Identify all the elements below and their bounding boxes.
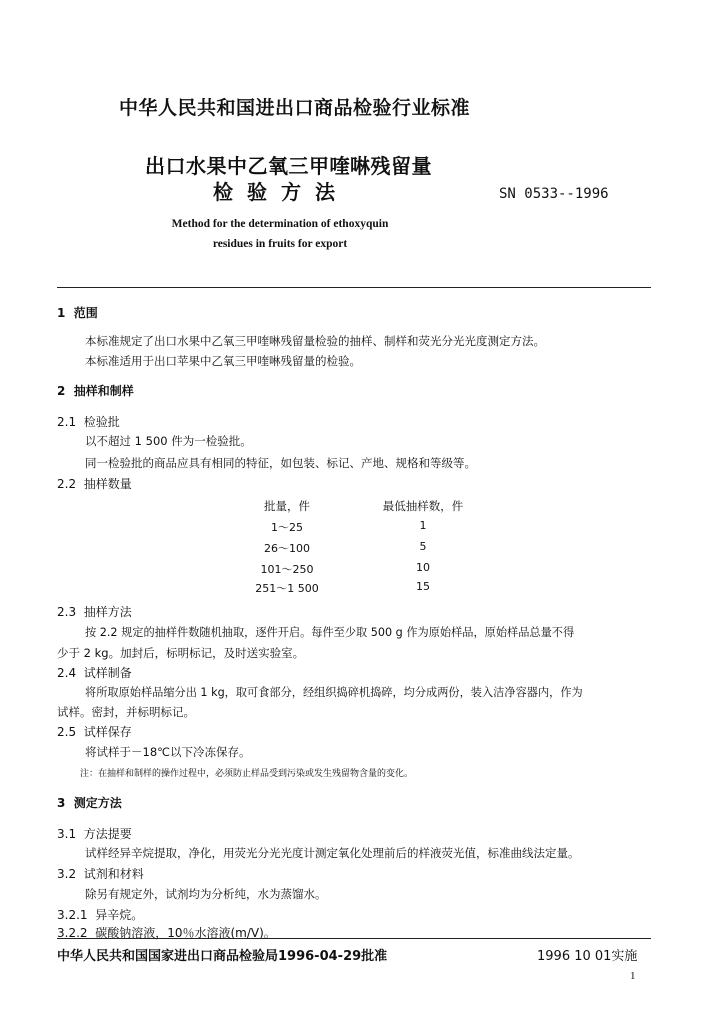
item-number: 3.2.1 bbox=[57, 908, 88, 922]
header-divider bbox=[57, 287, 651, 288]
subsection-number: 2.3 bbox=[57, 605, 77, 619]
table-cell-lot: 251～1 500 bbox=[255, 582, 319, 595]
subsection-number: 2.1 bbox=[57, 415, 77, 429]
subsection-title: 方法提要 bbox=[83, 827, 132, 841]
item-3-2-1 bbox=[57, 906, 143, 923]
subsection-3-1-heading bbox=[57, 825, 132, 842]
subsection-2-1-heading bbox=[57, 413, 120, 430]
subsection-number: 2.2 bbox=[57, 477, 77, 491]
section-title: 范围 bbox=[73, 306, 98, 320]
implementation-date: 1996 10 01实施 bbox=[537, 949, 638, 964]
section-number: 1 bbox=[57, 306, 66, 320]
table-header-lot: 批量，件 bbox=[264, 499, 310, 513]
approval-statement: 中华人民共和国国家进出口商品检验局1996-04-29批准 bbox=[57, 949, 388, 964]
table-cell-min: 15 bbox=[416, 580, 430, 593]
subsection-title: 抽样方法 bbox=[83, 605, 132, 619]
paragraph: 本标准规定了出口水果中乙氧三甲喹啉残留量检验的抽样、制样和荧光分光光度测定方法。 bbox=[85, 334, 545, 348]
section-number: 2 bbox=[57, 384, 66, 398]
subsection-number: 2.4 bbox=[57, 666, 77, 680]
item-number: 3.2.2 bbox=[57, 926, 88, 940]
paragraph: 本标准适用于出口苹果中乙氧三甲喹啉残留量的检验。 bbox=[85, 354, 361, 368]
section-3-heading bbox=[57, 794, 122, 811]
paragraph: 试样。密封，并标明标记。 bbox=[57, 705, 195, 719]
item-text: 异辛烷。 bbox=[95, 908, 144, 922]
subsection-title: 试样保存 bbox=[83, 725, 132, 739]
subsection-number: 3.2 bbox=[57, 867, 77, 881]
document-title-line2: 检验方法 bbox=[213, 180, 349, 204]
section-1-heading bbox=[57, 304, 98, 321]
subsection-title: 抽样数量 bbox=[83, 477, 132, 491]
subsection-3-2-heading bbox=[57, 865, 144, 882]
paragraph: 少于 2 kg。加封后，标明标记，及时送实验室。 bbox=[57, 646, 305, 660]
english-title-line2: residues in fruits for export bbox=[212, 238, 348, 250]
subsection-number: 3.1 bbox=[57, 827, 77, 841]
paragraph: 除另有规定外，试剂均为分析纯，水为蒸馏水。 bbox=[85, 887, 327, 901]
subsection-2-4-heading bbox=[57, 664, 132, 681]
table-cell-min: 5 bbox=[419, 540, 427, 553]
note: 注：在抽样和制样的操作过程中，必须防止样品受到污染或发生残留物含量的变化。 bbox=[80, 769, 414, 779]
page-number: 1 bbox=[630, 970, 636, 982]
table-cell-min: 1 bbox=[419, 519, 427, 532]
paragraph: 试样经异辛烷提取，净化，用荧光分光光度计测定氧化处理前后的样液荧光值，标准曲线法定量。 bbox=[85, 846, 580, 860]
table-cell-lot: 26～100 bbox=[264, 542, 310, 555]
subsection-2-3-heading bbox=[57, 603, 132, 620]
table-cell-lot: 101～250 bbox=[260, 563, 314, 576]
english-title-line1: Method for the determination of ethoxyquin bbox=[171, 218, 389, 230]
document-title-line1: 出口水果中乙氧三甲喹啉残留量 bbox=[145, 154, 432, 178]
subsection-title: 试样制备 bbox=[83, 666, 132, 680]
paragraph: 将所取原始样品缩分出 1 kg，取可食部分，经组织捣碎机捣碎，均分成两份，装入洁净容器内，作为 bbox=[85, 686, 583, 699]
subsection-number: 2.5 bbox=[57, 725, 77, 739]
paragraph: 同一检验批的商品应具有相同的特征，如包装、标记、产地、规格和等级等。 bbox=[85, 456, 476, 470]
paragraph: 以不超过 1 500 件为一检验批。 bbox=[85, 434, 252, 448]
subsection-title: 检验批 bbox=[83, 415, 120, 429]
table-cell-min: 10 bbox=[416, 561, 430, 574]
paragraph: 按 2.2 规定的抽样件数随机抽取，逐件开启。每件至少取 500 g 作为原始样品，原始样品总量不得 bbox=[85, 626, 575, 639]
item-text: 碳酸钠溶液，10％水溶液(m/V)。 bbox=[95, 926, 276, 940]
section-title: 测定方法 bbox=[73, 796, 122, 810]
paragraph: 将试样于－18℃以下冷冻保存。 bbox=[85, 745, 251, 759]
subsection-2-2-heading bbox=[57, 475, 132, 492]
table-header-min-samples: 最低抽样数，件 bbox=[382, 499, 464, 513]
section-number: 3 bbox=[57, 796, 66, 810]
section-2-heading bbox=[57, 382, 134, 399]
subsection-title: 试剂和材料 bbox=[83, 867, 144, 881]
standard-series-header: 中华人民共和国进出口商品检验行业标准 bbox=[119, 97, 471, 119]
standard-code: SN 0533--1996 bbox=[499, 186, 609, 202]
table-cell-lot: 1～25 bbox=[271, 521, 303, 534]
section-title: 抽样和制样 bbox=[73, 384, 134, 398]
subsection-2-5-heading bbox=[57, 723, 132, 740]
footer-divider bbox=[57, 938, 651, 939]
